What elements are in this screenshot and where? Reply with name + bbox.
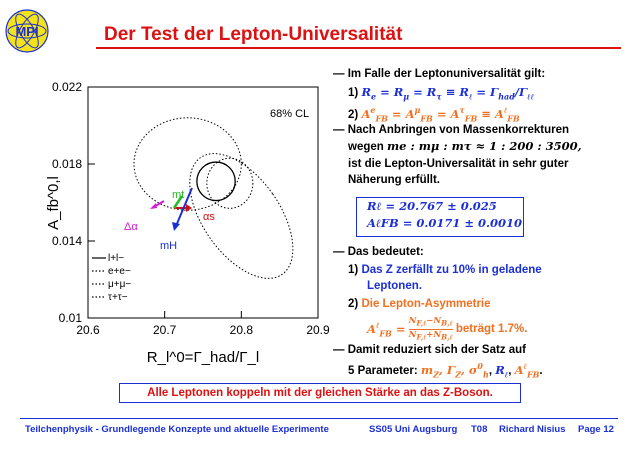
x-tick-label: 20.7 bbox=[152, 323, 177, 337]
bullet-2-line-4: Näherung erfüllt. bbox=[348, 174, 441, 186]
alpha-s-label: αs bbox=[203, 211, 215, 223]
y-tick-label: 0.01 bbox=[58, 311, 82, 325]
asymmetry-formula: $A^\ell_{FB}$ = $N_{F,\ell}-N_{B,\ell}$ $N_{F,\ell}+N_{B,\ell}$ beträgt 1.7%. bbox=[367, 316, 528, 342]
footer-author: Richard Nisius bbox=[499, 424, 566, 435]
y-tick-label: 0.014 bbox=[51, 234, 82, 248]
footer-term: SS05 Uni Augsburg bbox=[369, 424, 458, 435]
cl-label: 68% CL bbox=[270, 108, 310, 120]
page-title: Der Test der Lepton-Universalität bbox=[104, 24, 403, 45]
x-tick-label: 20.8 bbox=[229, 323, 254, 337]
svg-text:MPI: MPI bbox=[15, 24, 39, 39]
bullet-3-item-1-cont: Leptonen. bbox=[367, 280, 422, 292]
bullet-4: — Damit reduziert sich der Satz auf bbox=[333, 344, 526, 356]
footer-rule bbox=[20, 418, 618, 419]
x-axis-label: R_l^0=Γ_had/Γ_l bbox=[146, 349, 260, 366]
bullet-3-item-2: 2) Die Lepton-Asymmetrie bbox=[348, 298, 491, 310]
highlight-text: Alle Leptonen koppeln mit der gleichen Stärke an das Z-Boson. bbox=[147, 387, 493, 399]
highlight-box bbox=[119, 383, 521, 403]
x-tick-label: 20.6 bbox=[76, 323, 100, 337]
mh-label: mH bbox=[160, 240, 178, 252]
bullet-3: — Das bedeutet: bbox=[333, 246, 424, 258]
footer-page: Page 12 bbox=[578, 424, 614, 435]
delta-alpha-label: Δα bbox=[124, 221, 138, 233]
bullet-3-item-1: 1) Das Z zerfällt zu 10% in geladene bbox=[348, 264, 542, 276]
x-tick-label: 20.9 bbox=[306, 323, 330, 337]
legend-entry-ee: e+e− bbox=[108, 266, 131, 277]
bullet-1-item-1: 1) $R_e = R_\mu = R_\tau \equiv R_\ell = \Gamma_{had}/\Gamma_{\ell\ell}$ bbox=[348, 85, 534, 102]
result-r: Rℓ = 20.767 ± 0.025 bbox=[367, 199, 497, 213]
legend-entry-tautau: τ+τ− bbox=[108, 292, 128, 303]
footer-slide-id: T08 bbox=[471, 424, 488, 435]
y-axis-label: A_fb^0,l bbox=[45, 176, 62, 230]
result-afb: AℓFB = 0.0171 ± 0.0010 bbox=[367, 216, 523, 230]
footer-course: Teilchenphysik - Grundlegende Konzepte und aktuelle Experimente bbox=[25, 424, 329, 435]
bullet-2-line-3: ist die Lepton-Universalität in sehr guter bbox=[348, 158, 569, 170]
bullet-1: — Im Falle der Leptonuniversalität gilt: bbox=[333, 68, 546, 80]
bullet-4-line-2: 5 Parameter: $m_Z$, $\Gamma_Z$, $\sigma^0_h$, $R_\ell$, $A^\ell_{FB}$. bbox=[348, 361, 543, 380]
afb-vs-rl-plot bbox=[0, 60, 340, 380]
result-box bbox=[356, 197, 524, 237]
y-tick-label: 0.018 bbox=[51, 157, 82, 171]
bullet-2: — Nach Anbringen von Massenkorrekturen bbox=[333, 124, 570, 136]
legend-entry-ll: l+l− bbox=[108, 253, 125, 264]
legend-entry-mumu: μ+μ− bbox=[108, 279, 132, 290]
bullet-2-line-2: wegen me : mμ : mτ ≈ 1 : 200 : 3500, bbox=[348, 139, 582, 153]
mt-label: mt bbox=[172, 189, 185, 201]
mpi-logo bbox=[4, 8, 50, 54]
title-underline bbox=[96, 47, 621, 49]
bullet-1-item-2: 2) $A^e_{FB} = A^\mu_{FB} = A^\tau_{FB} \equiv A^\ell_{FB}$ bbox=[348, 105, 520, 124]
y-tick-label: 0.022 bbox=[51, 80, 82, 94]
